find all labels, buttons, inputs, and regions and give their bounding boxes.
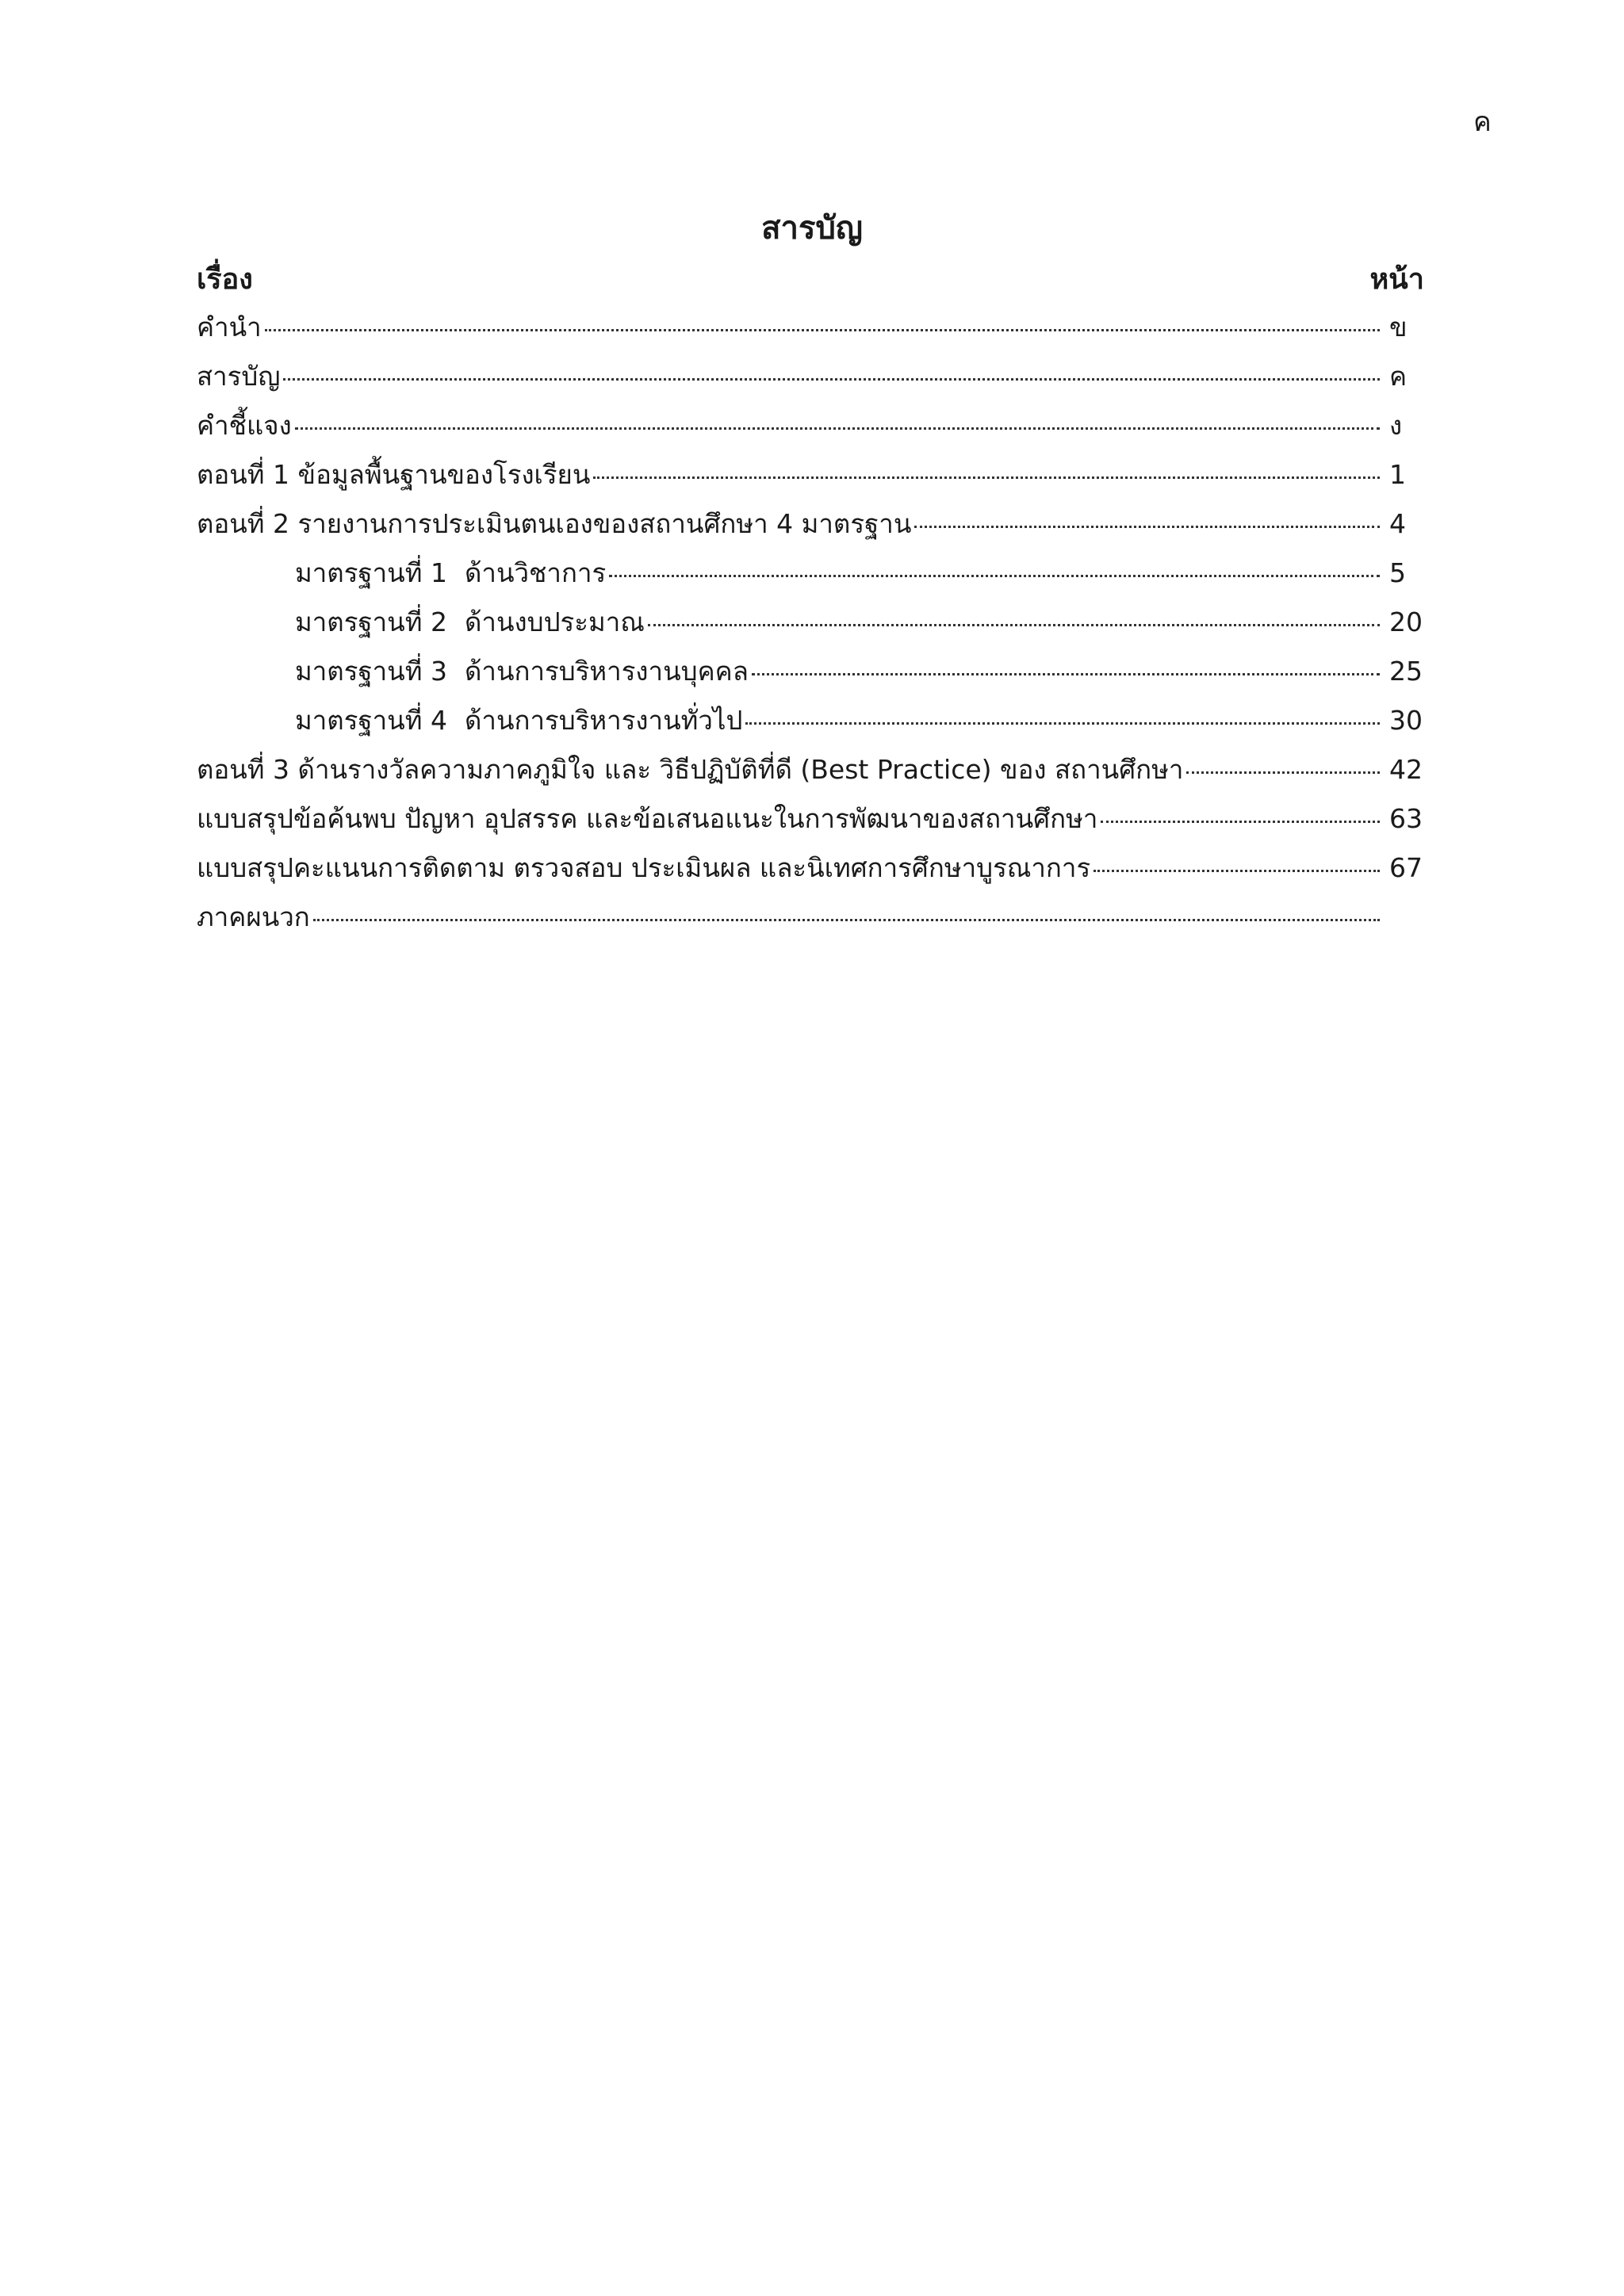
dot-leader	[1094, 870, 1380, 872]
toc-entry-page: ค	[1389, 361, 1408, 392]
toc-entry-number: มาตรฐานที่ 3	[295, 656, 447, 687]
toc-entry-page: 67	[1389, 852, 1423, 883]
toc-entry-standard-2	[197, 604, 1424, 653]
toc-entry-page: 63	[1389, 803, 1423, 834]
toc-entry-page: 30	[1389, 705, 1423, 736]
toc-entry-label: สารบัญ	[197, 361, 281, 392]
toc-entry-number: มาตรฐานที่ 1	[295, 557, 447, 588]
table-of-contents	[197, 309, 1424, 948]
dot-leader	[1186, 771, 1380, 774]
toc-entry-preface	[197, 309, 1424, 358]
dot-leader	[295, 427, 1380, 430]
subject-column-header: เรื่อง	[197, 263, 253, 296]
toc-entry-page: 5	[1389, 557, 1406, 588]
toc-entry-page: ข	[1389, 312, 1408, 342]
dot-leader	[914, 526, 1380, 528]
toc-entry-page: 4	[1389, 508, 1406, 539]
toc-entry-standard-4	[197, 702, 1424, 752]
toc-entry-standard-3	[197, 653, 1424, 702]
toc-header	[197, 260, 1424, 300]
toc-entry-page: 25	[1389, 656, 1423, 687]
toc-entry-label: ตอนที่ 2 รายงานการประเมินตนเองของสถานศึกษา 4 มาตรฐาน	[197, 508, 912, 539]
toc-entry-label: ตอนที่ 1 ข้อมูลพื้นฐานของโรงเรียน	[197, 459, 591, 490]
dot-leader	[313, 919, 1380, 921]
toc-entry-label: ด้านวิชาการ	[464, 557, 607, 588]
dot-leader	[648, 624, 1380, 626]
document-title: สารบัญ	[761, 210, 863, 247]
dot-leader	[593, 476, 1380, 479]
toc-entry-page: 42	[1389, 754, 1423, 785]
page-column-header: หน้า	[1369, 263, 1424, 296]
toc-entry-label: ภาคผนวก	[197, 901, 310, 932]
toc-entry-label: ตอนที่ 3 ด้านรางวัลความภาคภูมิใจ และ วิธีปฏิบัติที่ดี (Best Practice) ของ สถานศึกษา	[197, 754, 1184, 785]
toc-entry-label: ด้านงบประมาณ	[464, 607, 645, 637]
toc-entry-standard-1	[197, 555, 1424, 604]
dot-leader	[609, 575, 1380, 577]
dot-leader	[283, 378, 1380, 381]
toc-entry-part-2	[197, 506, 1424, 555]
toc-entry-page: ง	[1389, 410, 1403, 441]
toc-entry-part-1	[197, 457, 1424, 506]
dot-leader	[752, 673, 1380, 675]
toc-entry-number: มาตรฐานที่ 2	[295, 607, 447, 637]
page-number: ค	[1473, 106, 1492, 138]
toc-entry-label: คำชี้แจง	[197, 410, 292, 441]
toc-entry-label: ด้านการบริหารงานทั่วไป	[464, 705, 743, 736]
toc-entry-label: แบบสรุปข้อค้นพบ ปัญหา อุปสรรค และข้อเสนอแนะในการพัฒนาของสถานศึกษา	[197, 803, 1098, 834]
toc-entry-appendix	[197, 899, 1424, 948]
toc-entry-page: 20	[1389, 607, 1423, 637]
toc-entry-explanation	[197, 408, 1424, 457]
toc-entry-label: ด้านการบริหารงานบุคคล	[464, 656, 749, 687]
toc-entry-contents	[197, 358, 1424, 408]
dot-leader	[1101, 821, 1380, 823]
toc-entry-label: แบบสรุปคะแนนการติดตาม ตรวจสอบ ประเมินผล และนิเทศการศึกษาบูรณาการ	[197, 852, 1091, 883]
toc-entry-label: คำนำ	[197, 312, 262, 342]
toc-entry-part-3	[197, 752, 1424, 801]
toc-entry-score-summary	[197, 850, 1424, 899]
dot-leader	[265, 329, 1380, 331]
toc-entry-findings-summary	[197, 801, 1424, 850]
toc-entry-number: มาตรฐานที่ 4	[295, 705, 447, 736]
toc-entry-page: 1	[1389, 459, 1406, 490]
dot-leader	[745, 722, 1380, 725]
